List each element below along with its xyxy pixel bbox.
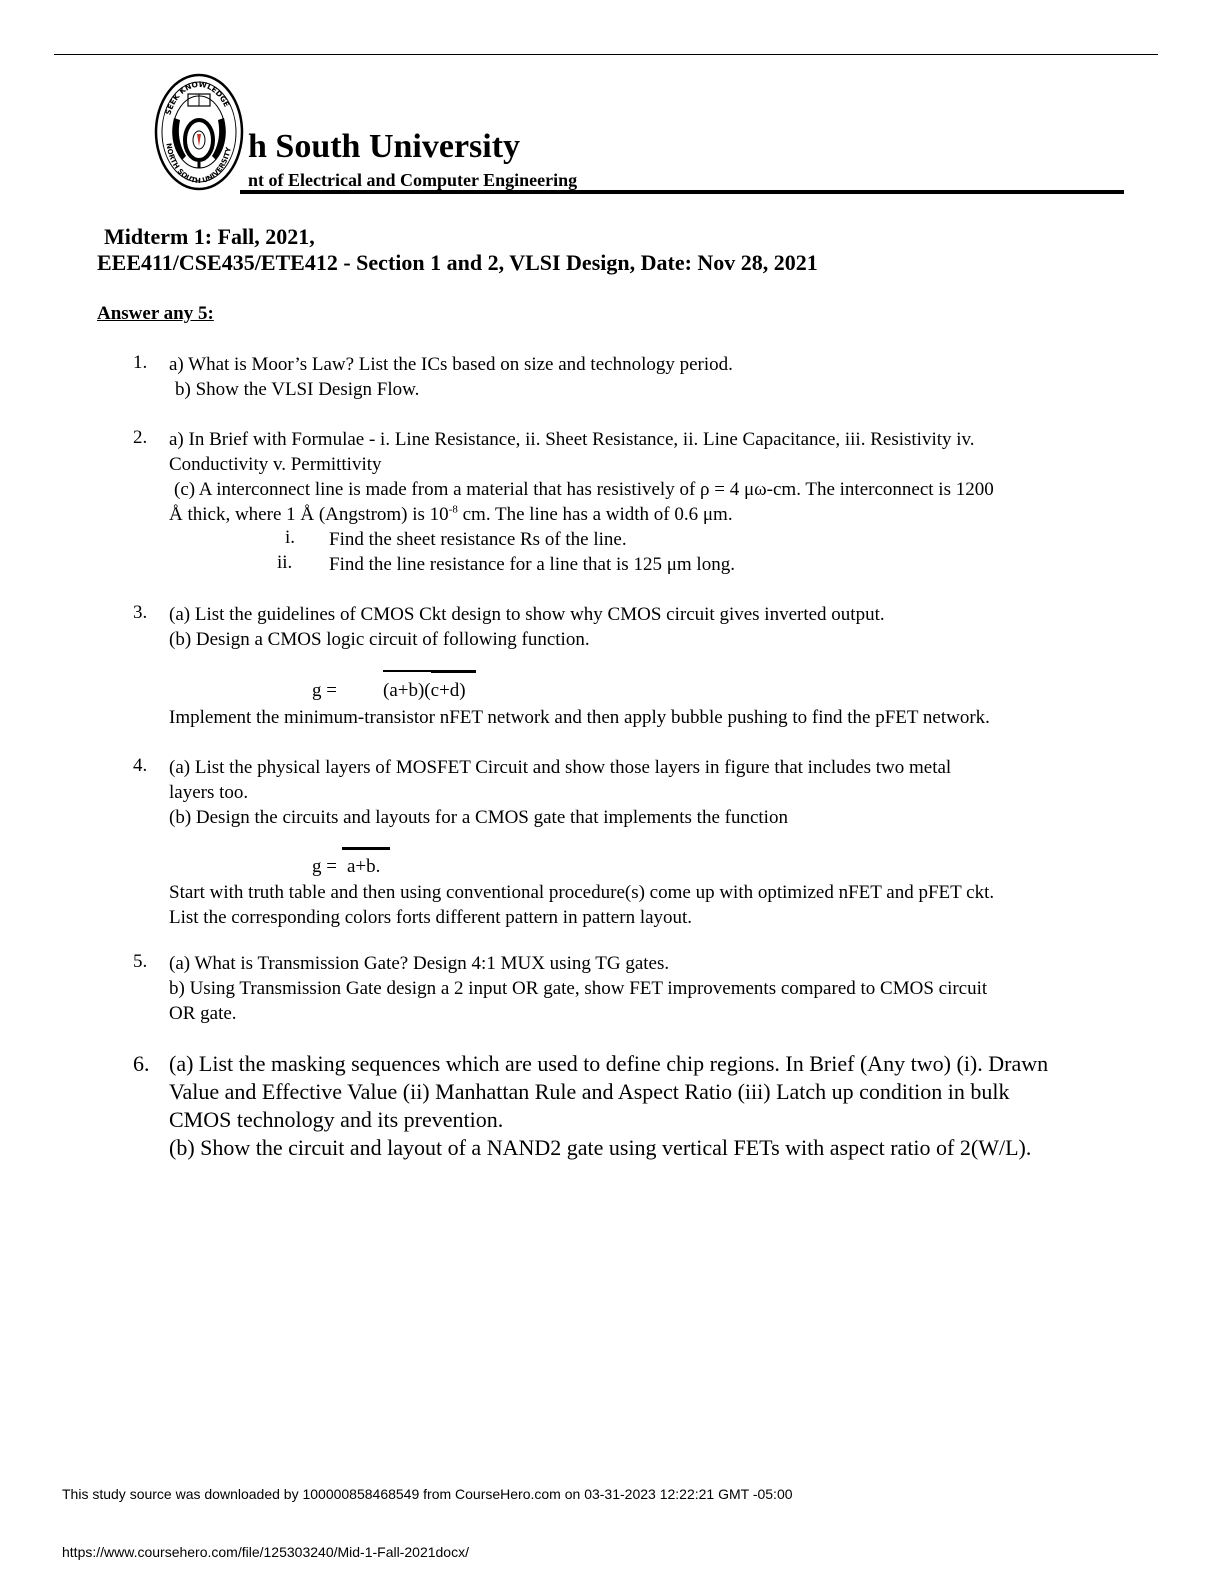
question-line: Conductivity v. Permittivity (169, 454, 382, 475)
question-text: cm. The line has a width of 0.6 μm. (457, 504, 733, 525)
logo-text-top: SEEK KNOWLEDGE (163, 79, 232, 116)
overbar (431, 670, 476, 673)
question-line: a) In Brief with Formulae - i. Line Resistance, ii. Sheet Resistance, ii. Line Capacitance, iii. Resistivity iv. (169, 429, 975, 450)
question-line: CMOS technology and its prevention. (169, 1107, 504, 1132)
question-line: (c) A interconnect line is made from a material that has resistively of ρ = 4 μω-cm. The interconnect is 1200 (174, 479, 994, 500)
formula-label: g = (312, 856, 337, 877)
sub-item-text: Find the sheet resistance Rs of the line. (329, 529, 627, 550)
formula-label: g = (312, 680, 337, 701)
question-line: b) Using Transmission Gate design a 2 input OR gate, show FET improvements compared to CMOS circuit (169, 978, 988, 999)
question-text: Å thick, where 1 Å (Angstrom) is 10 (169, 504, 449, 525)
question-line: (a) List the guidelines of CMOS Ckt design to show why CMOS circuit gives inverted output. (169, 604, 885, 625)
question-line: b) Show the VLSI Design Flow. (175, 379, 420, 400)
course-line: EEE411/CSE435/ETE412 - Section 1 and 2, VLSI Design, Date: Nov 28, 2021 (97, 250, 818, 275)
logo-text-bottom: NORTH SOUTH UNIVERSITY (164, 142, 233, 186)
question-line: (b) Design a CMOS logic circuit of following function. (169, 629, 590, 650)
question-line: List the corresponding colors forts different pattern in pattern layout. (169, 907, 693, 928)
question-line: OR gate. (169, 1003, 237, 1024)
question-line (169, 502, 733, 527)
question-line: Start with truth table and then using conventional procedure(s) come up with optimized nFET and pFET ckt. (169, 882, 995, 903)
university-name: h South University (248, 128, 521, 165)
sub-item-number: i. (285, 527, 296, 548)
question-line: Implement the minimum-transistor nFET network and then apply bubble pushing to find the pFET network. (169, 707, 990, 728)
exponent: -8 (448, 503, 458, 516)
source-url-link[interactable]: https://www.coursehero.com/file/125303240/Mid-1-Fall-2021docx/ (62, 1544, 469, 1560)
overbar (383, 670, 431, 672)
sub-item-text: Find the line resistance for a line that is 125 μm long. (329, 554, 735, 575)
sub-item-number: ii. (277, 552, 293, 573)
question-line: (b) Design the circuits and layouts for a CMOS gate that implements the function (169, 807, 788, 828)
question-line: (b) Show the circuit and layout of a NAND2 gate using vertical FETs with aspect ratio of 2(W/L). (169, 1135, 1032, 1160)
question-number: 3. (133, 602, 148, 623)
question-number: 4. (133, 755, 148, 776)
north-south-university-seal-icon (154, 72, 244, 192)
exam-title: Midterm 1: Fall, 2021, (104, 224, 315, 249)
question-number: 5. (133, 951, 148, 972)
question-line: (a) List the masking sequences which are used to define chip regions. In Brief (Any two) (i). Drawn (169, 1051, 1049, 1076)
question-line: (a) List the physical layers of MOSFET Circuit and show those layers in figure that includes two metal (169, 757, 952, 778)
formula-expression: (a+b)(c+d) (383, 680, 466, 701)
question-line: (a) What is Transmission Gate? Design 4:1 MUX using TG gates. (169, 953, 670, 974)
question-number: 2. (133, 427, 148, 448)
department-name: nt of Electrical and Computer Engineering (248, 170, 578, 190)
download-source-note: This study source was downloaded by 100000858468549 from CourseHero.com on 03-31-2023 12:22:21 GMT -05:00 (62, 1486, 793, 1502)
instruction: Answer any 5: (97, 303, 214, 324)
question-line: Value and Effective Value (ii) Manhattan Rule and Aspect Ratio (iii) Latch up condition in bulk (169, 1079, 1010, 1104)
question-number: 1. (133, 352, 148, 373)
question-line: layers too. (169, 782, 249, 803)
header-rule (240, 190, 1124, 194)
formula-expression: a+b. (347, 856, 381, 877)
question-number: 6. (133, 1051, 150, 1076)
question-line: a) What is Moor’s Law? List the ICs based on size and technology period. (169, 354, 733, 375)
top-rule (54, 54, 1158, 55)
overbar (342, 847, 390, 850)
